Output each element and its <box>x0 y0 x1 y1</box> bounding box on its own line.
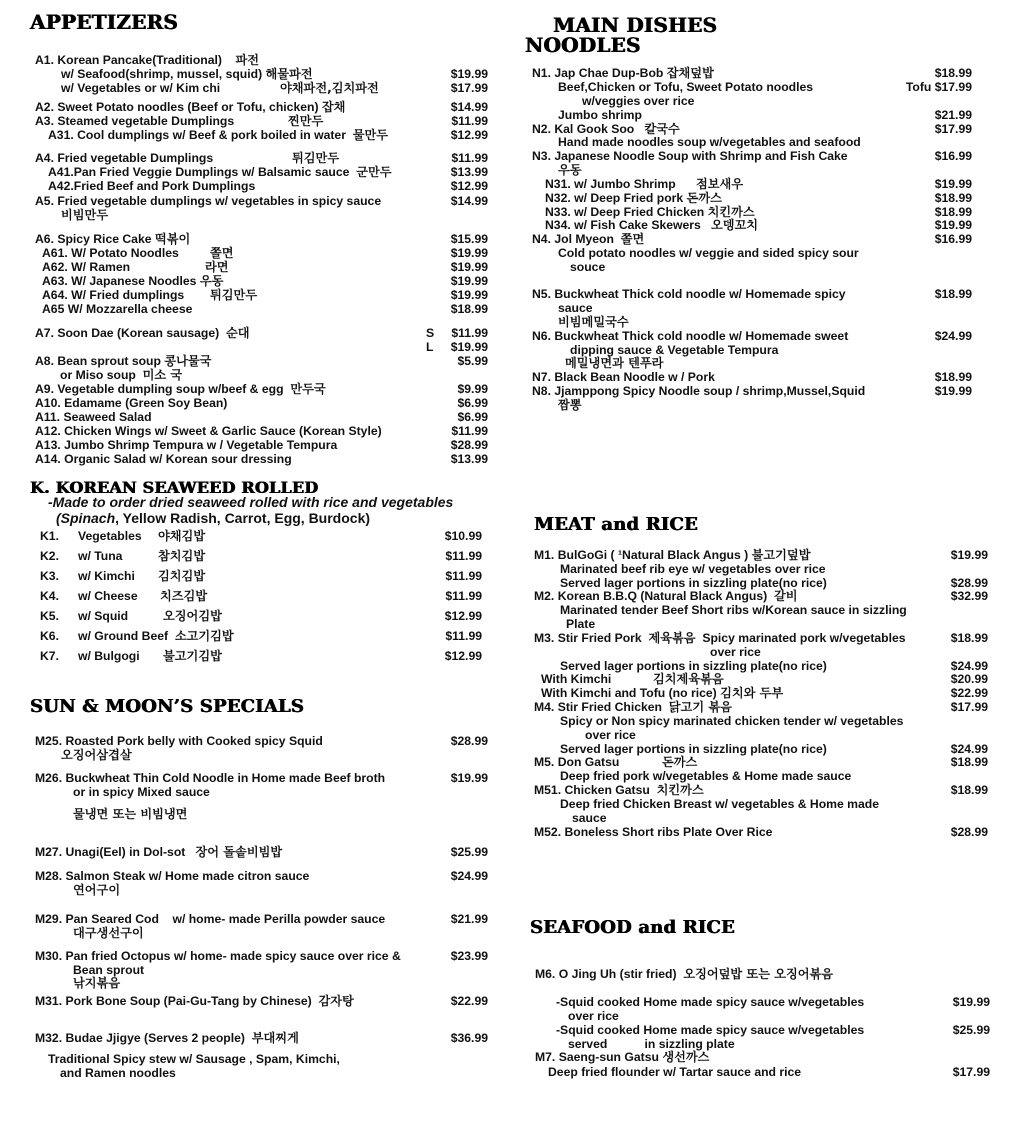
menu-item: N33. w/ Deep Fried Chicken 치킨까스 <box>545 205 755 219</box>
price: $24.99 <box>950 742 988 756</box>
menu-item: A65 W/ Mozzarella cheese <box>42 302 193 316</box>
price: $19.99 <box>934 218 972 232</box>
menu-item: A12. Chicken Wings w/ Sweet & Garlic Sauce (Korean Style) <box>35 424 382 438</box>
item-code: K1. <box>40 529 59 543</box>
korean-name: 야채김밥 <box>158 529 206 543</box>
price: $19.99 <box>450 260 488 274</box>
price: $18.99 <box>950 755 988 769</box>
price: $18.99 <box>934 287 972 301</box>
meat-and-rice-heading: MEAT and RICE <box>534 514 698 535</box>
menu-item: A41.Pan Fried Veggie Dumplings w/ Balsamic sauce 군만두 <box>48 165 392 179</box>
item-name: w/ Cheese <box>78 589 138 603</box>
price: $11.99 <box>451 326 488 340</box>
menu-item: N4. Jol Myeon 쫄면 <box>532 232 645 246</box>
price: $12.99 <box>450 128 488 142</box>
korean-name: 쫄면 <box>210 246 234 260</box>
price: $18.99 <box>934 205 972 219</box>
price: $25.99 <box>450 845 488 859</box>
menu-item: N5. Buckwheat Thick cold noodle w/ Homemade spicy <box>532 287 846 301</box>
price: $15.99 <box>450 232 488 246</box>
item-code: K5. <box>40 609 59 623</box>
menu-item: A5. Fried vegetable dumplings w/ vegetables in spicy sauce <box>35 194 382 208</box>
price: $22.99 <box>950 686 988 700</box>
price: $11.99 <box>451 151 488 165</box>
item-name: Vegetables <box>78 529 142 543</box>
menu-item: A6. Spicy Rice Cake 떡볶이 <box>35 232 191 246</box>
size-label: S <box>426 326 435 340</box>
menu-item: M29. Pan Seared Cod w/ home- made Perilla powder sauce <box>35 912 386 926</box>
korean-name: 연어구이 <box>73 883 121 897</box>
menu-item: M52. Boneless Short ribs Plate Over Rice <box>534 825 773 839</box>
price: $19.99 <box>952 995 990 1009</box>
price: $10.99 <box>444 529 482 543</box>
price: $25.99 <box>952 1023 990 1037</box>
seaweed-ingredients: (Spinach, Yellow Radish, Carrot, Egg, Burdock) <box>56 510 371 526</box>
price: $16.99 <box>934 149 972 163</box>
item-code: K2. <box>40 549 59 563</box>
menu-item: A9. Vegetable dumpling soup w/beef & egg 만두국 <box>35 382 326 396</box>
menu-item: With Kimchi and Tofu (no rice) 김치와 두부 <box>541 686 784 700</box>
seaweed-rolled-heading: K. KOREAN SEAWEED ROLLED <box>30 478 319 497</box>
korean-name: 라면 <box>205 260 229 274</box>
price: $23.99 <box>450 949 488 963</box>
price: $13.99 <box>450 452 488 466</box>
item-code: K3. <box>40 569 59 583</box>
menu-item: N3. Japanese Noodle Soup with Shrimp and Fish Cake <box>532 149 848 163</box>
price: $18.99 <box>450 302 488 316</box>
price: $12.99 <box>444 609 482 623</box>
price: $28.99 <box>950 576 988 590</box>
price: $19.99 <box>450 288 488 302</box>
menu-item-detail: over rice <box>568 1009 619 1023</box>
korean-name: 치즈김밥 <box>160 589 208 603</box>
menu-item: w/ Vegetables or w/ Kim chi <box>61 81 221 95</box>
korean-name: 오징어김밥 <box>163 609 222 623</box>
menu-item: M26. Buckwheat Thin Cold Noodle in Home made Beef broth <box>35 771 386 785</box>
korean-name: 김치김밥 <box>158 569 206 583</box>
korean-name: 튀김만두 <box>292 151 340 165</box>
menu-item-detail: Deep fried pork w/vegetables & Home made sauce <box>560 769 852 783</box>
menu-item: A42.Fried Beef and Pork Dumplings <box>48 179 256 193</box>
price: $17.99 <box>934 122 972 136</box>
item-name: w/ Bulgogi <box>78 649 140 663</box>
korean-name: 우동 <box>558 163 582 177</box>
menu-item: or Miso soup 미소 국 <box>60 368 183 382</box>
price: $12.99 <box>450 179 488 193</box>
menu-item-detail: sauce <box>572 811 607 825</box>
korean-name: 비빔메밀국수 <box>558 315 629 329</box>
menu-item: N34. w/ Fish Cake Skewers 오뎅꼬치 <box>545 218 759 232</box>
menu-item: M28. Salmon Steak w/ Home made citron sauce <box>35 869 310 883</box>
menu-item-detail: Hand made noodles soup w/vegetables and seafood <box>558 135 861 149</box>
price: $17.99 <box>952 1065 990 1079</box>
menu-item-detail: souce <box>570 260 606 274</box>
menu-item-detail: over rice <box>585 728 636 742</box>
item-name: w/ Squid <box>78 609 129 623</box>
price: $11.99 <box>445 589 482 603</box>
menu-item: N1. Jap Chae Dup-Bob 잡채덮밥 <box>532 66 714 80</box>
menu-item-detail: Marinated tender Beef Short ribs w/Korean sauce in sizzling <box>560 603 907 617</box>
menu-item: N31. w/ Jumbo Shrimp <box>545 177 676 191</box>
menu-item: M6. O Jing Uh (stir fried) 오징어덮밥 또는 오징어볶음 <box>535 967 834 981</box>
main-dishes-heading: MAIN DISHES <box>553 13 718 37</box>
korean-name: 비빔만두 <box>61 208 109 222</box>
menu-item: A11. Seaweed Salad <box>35 410 152 424</box>
item-name: w/ Ground Beef 소고기김밥 <box>78 629 234 643</box>
menu-item: M27. Unagi(Eel) in Dol-sot 장어 돌솥비빔밥 <box>35 845 283 859</box>
menu-item-detail: or in spicy Mixed sauce <box>73 785 210 799</box>
seaweed-description: -Made to order dried seaweed rolled with rice and vegetables <box>48 494 454 510</box>
price: $17.99 <box>950 700 988 714</box>
menu-item: A61. W/ Potato Noodles <box>42 246 179 260</box>
size-label: L <box>426 340 434 354</box>
menu-item: N8. Jjamppong Spicy Noodle soup / shrimp,Mussel,Squid <box>532 384 866 398</box>
menu-item: N6. Buckwheat Thick cold noodle w/ Homemade sweet <box>532 329 849 343</box>
menu-item: w/ Seafood(shrimp, mussel, squid) 해물파전 <box>61 67 313 81</box>
menu-item-detail: Spicy or Non spicy marinated chicken tender w/ vegetables <box>560 714 904 728</box>
menu-item: N2. Kal Gook Soo 칼국수 <box>532 122 680 136</box>
menu-item-detail: Bean sprout <box>73 963 145 977</box>
menu-item: A10. Edamame (Green Soy Bean) <box>35 396 228 410</box>
korean-name: 참치김밥 <box>158 549 206 563</box>
price: $22.99 <box>450 994 488 1008</box>
menu-item-detail: Deep fried flounder w/ Tartar sauce and rice <box>548 1065 802 1079</box>
price: $24.99 <box>950 659 988 673</box>
price: $19.99 <box>450 274 488 288</box>
menu-item: M4. Stir Fried Chicken 닭고기 볶음 <box>534 700 732 714</box>
price: $6.99 <box>457 396 488 410</box>
item-name: w/ Kimchi <box>78 569 135 583</box>
menu-item-detail: Served lager portions in sizzling plate(no rice) <box>560 742 827 756</box>
korean-name: 메밀냉면과 텐푸라 <box>565 356 664 370</box>
menu-item: A64. W/ Fried dumplings <box>42 288 185 302</box>
menu-item-detail: dipping sauce & Vegetable Tempura <box>570 343 779 357</box>
menu-item-detail: Traditional Spicy stew w/ Sausage , Spam, Kimchi, <box>48 1052 340 1066</box>
seafood-and-rice-heading: SEAFOOD and RICE <box>530 917 735 938</box>
price: Tofu $17.99 <box>905 80 972 94</box>
menu-item: A2. Sweet Potato noodles (Beef or Tofu, chicken) 잡채 <box>35 100 346 114</box>
price: $19.99 <box>950 548 988 562</box>
menu-item: A31. Cool dumplings w/ Beef & pork boiled in water 물만두 <box>48 128 389 142</box>
korean-name: 튀김만두 <box>210 288 258 302</box>
price: $20.99 <box>950 672 988 686</box>
price: $6.99 <box>457 410 488 424</box>
price: $18.99 <box>934 370 972 384</box>
menu-item: A4. Fried vegetable Dumplings <box>35 151 214 165</box>
menu-item: A8. Bean sprout soup 콩나물국 <box>35 354 212 368</box>
price: $18.99 <box>934 191 972 205</box>
korean-name: 불고기김밥 <box>163 649 222 663</box>
menu-item: N32. w/ Deep Fried pork 돈까스 <box>545 191 722 205</box>
price: $32.99 <box>950 589 988 603</box>
menu-item: M25. Roasted Pork belly with Cooked spicy Squid <box>35 734 323 748</box>
price: $28.99 <box>450 438 488 452</box>
price: $18.99 <box>950 631 988 645</box>
menu-item: M7. Saeng-sun Gatsu 생선까스 <box>535 1050 710 1064</box>
price: $11.99 <box>445 629 482 643</box>
price: $19.99 <box>450 67 488 81</box>
menu-item: M3. Stir Fried Pork 제육볶음 Spicy marinated pork w/vegetables <box>534 631 906 645</box>
menu-item-detail: Plate <box>566 617 596 631</box>
price: $28.99 <box>950 825 988 839</box>
menu-item: M5. Don Gatsu <box>534 755 620 769</box>
menu-item-detail: -Squid cooked Home made spicy sauce w/vegetables <box>556 995 865 1009</box>
price: $24.99 <box>934 329 972 343</box>
appetizers-heading: APPETIZERS <box>30 10 178 34</box>
menu-item: A13. Jumbo Shrimp Tempura w / Vegetable Tempura <box>35 438 338 452</box>
price: $19.99 <box>450 771 488 785</box>
menu-item-detail: w/veggies over rice <box>582 94 695 108</box>
menu-item-detail: served in sizzling plate <box>568 1037 735 1051</box>
price: $11.99 <box>445 549 482 563</box>
noodles-heading: NOODLES <box>525 33 641 57</box>
korean-name: 대구생선구이 <box>73 926 144 940</box>
menu-item-detail: -Squid cooked Home made spicy sauce w/vegetables <box>556 1023 865 1037</box>
menu-item: With Kimchi <box>541 672 612 686</box>
price: $19.99 <box>934 177 972 191</box>
menu-item-detail: Beef,Chicken or Tofu, Sweet Potato noodles <box>558 80 814 94</box>
price: $28.99 <box>450 734 488 748</box>
korean-name: 물냉면 또는 비빔냉면 <box>73 807 188 821</box>
menu-item-detail: sauce <box>558 301 593 315</box>
price: $17.99 <box>450 81 488 95</box>
price: $36.99 <box>450 1031 488 1045</box>
menu-item-detail: Deep fried Chicken Breast w/ vegetables & Home made <box>560 797 880 811</box>
price: $5.99 <box>457 354 488 368</box>
korean-name: 김치제육볶음 <box>653 672 724 686</box>
price: $16.99 <box>934 232 972 246</box>
korean-name: 오징어삼겹살 <box>61 748 132 762</box>
price: $13.99 <box>450 165 488 179</box>
item-name: w/ Tuna <box>78 549 123 563</box>
menu-item-detail: Served lager portions in sizzling plate(no rice) <box>560 576 827 590</box>
price: $19.99 <box>450 246 488 260</box>
price: $19.99 <box>450 340 488 354</box>
price: $12.99 <box>444 649 482 663</box>
price: $18.99 <box>950 783 988 797</box>
korean-name: 짬뽕 <box>558 398 582 412</box>
menu-item: M30. Pan fried Octopus w/ home- made spicy sauce over rice & <box>35 949 401 963</box>
menu-item: M2. Korean B.B.Q (Natural Black Angus) 갈비 <box>534 589 798 603</box>
price: $21.99 <box>934 108 972 122</box>
menu-item: A14. Organic Salad w/ Korean sour dressing <box>35 452 292 466</box>
price: $11.99 <box>451 114 488 128</box>
menu-item: A3. Steamed vegetable Dumplings <box>35 114 235 128</box>
menu-item: A7. Soon Dae (Korean sausage) 순대 <box>35 326 250 340</box>
specials-heading: SUN & MOON’S SPECIALS <box>30 696 305 717</box>
price: $14.99 <box>450 100 488 114</box>
menu-item-detail: over rice <box>710 645 761 659</box>
menu-item: A1. Korean Pancake(Traditional) 파전 <box>35 53 260 67</box>
menu-item: M51. Chicken Gatsu 치킨까스 <box>534 783 704 797</box>
menu-item: A63. W/ Japanese Noodles 우동 <box>42 274 224 288</box>
korean-name: 점보새우 <box>696 177 744 191</box>
price: $19.99 <box>934 384 972 398</box>
menu-item: M31. Pork Bone Soup (Pai-Gu-Tang by Chinese) 감자탕 <box>35 994 354 1008</box>
korean-name: 돈까스 <box>662 755 698 769</box>
korean-name: 야채파전,김치파전 <box>280 81 379 95</box>
price: $11.99 <box>451 424 488 438</box>
menu-item: M32. Budae Jjigye (Serves 2 people) 부대찌게 <box>35 1031 299 1045</box>
menu-item: A62. W/ Ramen <box>42 260 131 274</box>
menu-item-detail: Cold potato noodles w/ veggie and sided spicy sour <box>558 246 859 260</box>
menu-item-detail: Served lager portions in sizzling plate(no rice) <box>560 659 827 673</box>
korean-name: 낚지볶음 <box>73 976 121 990</box>
price: $9.99 <box>457 382 488 396</box>
menu-item: M1. BulGoGi ( ¹Natural Black Angus ) 불고기덮밥 <box>534 548 811 562</box>
korean-name: 찐만두 <box>288 114 324 128</box>
menu-item-detail: Jumbo shrimp <box>558 108 642 122</box>
item-code: K7. <box>40 649 59 663</box>
menu-item-detail: Marinated beef rib eye w/ vegetables over rice <box>560 562 826 576</box>
price: $11.99 <box>445 569 482 583</box>
menu-item-detail: and Ramen noodles <box>60 1066 176 1080</box>
price: $24.99 <box>450 869 488 883</box>
item-code: K6. <box>40 629 59 643</box>
price: $21.99 <box>450 912 488 926</box>
item-code: K4. <box>40 589 59 603</box>
price: $18.99 <box>934 66 972 80</box>
menu-item: N7. Black Bean Noodle w / Pork <box>532 370 715 384</box>
price: $14.99 <box>450 194 488 208</box>
